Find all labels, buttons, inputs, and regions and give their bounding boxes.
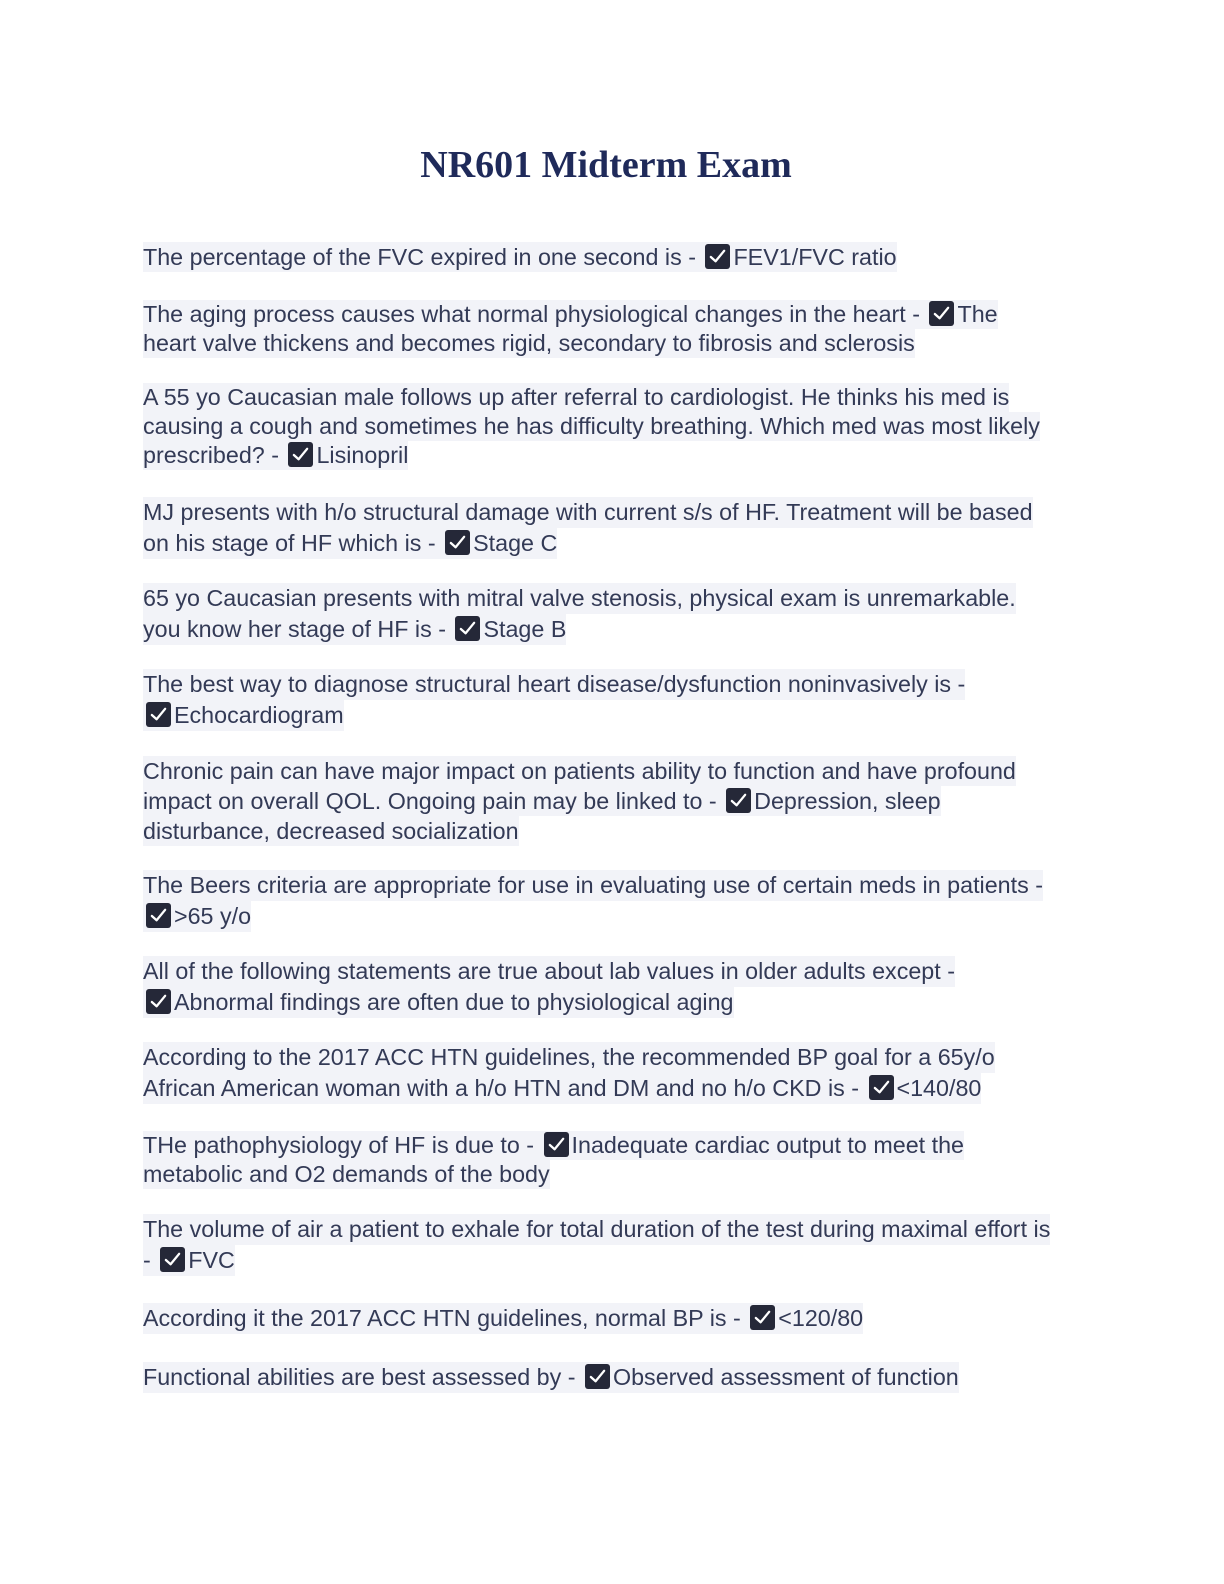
qa-line — [143, 528, 557, 559]
answer-text: Depression, sleep — [754, 788, 941, 814]
qa-item — [143, 756, 1078, 846]
question-text: African American woman with a h/o HTN and DM and no h/o CKD is - — [143, 1075, 866, 1101]
qa-item — [143, 956, 1078, 1018]
qa-item — [143, 1042, 1078, 1104]
check-mark-icon — [288, 442, 313, 467]
answer-text: Lisinopril — [316, 442, 409, 468]
qa-line — [143, 901, 251, 932]
check-mark-icon — [929, 301, 954, 326]
check-mark-icon — [705, 244, 730, 269]
qa-item — [143, 383, 1078, 470]
answer-text: Observed assessment of function — [612, 1364, 959, 1390]
answer-text: FEV1/FVC ratio — [733, 244, 897, 270]
answer-text: >65 y/o — [174, 903, 252, 929]
qa-line — [143, 300, 998, 329]
check-mark-icon — [160, 1247, 185, 1272]
question-text: According it the 2017 ACC HTN guidelines, normal BP is - — [143, 1305, 748, 1331]
qa-line: causing a cough and sometimes he has difficulty breathing. Which med was most likely — [143, 413, 1040, 439]
question-text: THe pathophysiology of HF is due to - — [143, 1132, 541, 1158]
qa-line — [143, 1245, 235, 1276]
answer-text: <140/80 — [896, 1075, 982, 1101]
qa-item — [143, 1214, 1078, 1276]
check-mark-icon — [455, 616, 480, 641]
check-mark-icon — [750, 1305, 775, 1330]
qa-line: metabolic and O2 demands of the body — [143, 1161, 550, 1187]
qa-item — [143, 1131, 1078, 1189]
question-text: - — [143, 1247, 158, 1273]
qa-line: According to the 2017 ACC HTN guidelines, the recommended BP goal for a 65y/o — [143, 1042, 995, 1073]
qa-line: disturbance, decreased socialization — [143, 818, 519, 844]
qa-line — [143, 1073, 981, 1104]
answer-text: Stage C — [473, 530, 558, 556]
check-mark-icon — [445, 530, 470, 555]
qa-item — [143, 300, 1078, 358]
qa-line — [143, 1131, 964, 1160]
answer-text: Stage B — [483, 616, 567, 642]
question-text: Functional abilities are best assessed by - — [143, 1364, 582, 1390]
qa-line: MJ presents with h/o structural damage with current s/s of HF. Treatment will be based — [143, 497, 1033, 528]
qa-item — [143, 583, 1078, 645]
qa-line: heart valve thickens and becomes rigid, secondary to fibrosis and sclerosis — [143, 330, 915, 356]
question-text: The percentage of the FVC expired in one second is - — [143, 244, 703, 270]
qa-line: All of the following statements are true about lab values in older adults except - — [143, 956, 955, 987]
qa-line: 65 yo Caucasian presents with mitral valve stenosis, physical exam is unremarkable. — [143, 583, 1016, 614]
answer-text: Inadequate cardiac output to meet the — [571, 1132, 964, 1158]
qa-item — [143, 242, 1078, 272]
question-text: The aging process causes what normal physiological changes in the heart - — [143, 301, 927, 327]
check-mark-icon — [869, 1075, 894, 1100]
question-text: on his stage of HF which is - — [143, 530, 443, 556]
qa-line — [143, 987, 734, 1018]
qa-item — [143, 1362, 1078, 1393]
qa-line: Chronic pain can have major impact on patients ability to function and have profound — [143, 758, 1016, 784]
question-text: you know her stage of HF is - — [143, 616, 453, 642]
qa-line — [143, 1362, 959, 1393]
qa-line: A 55 yo Caucasian male follows up after referral to cardiologist. He thinks his med is — [143, 384, 1010, 410]
answer-text: <120/80 — [778, 1305, 864, 1331]
qa-item — [143, 870, 1078, 932]
qa-line — [143, 1303, 863, 1334]
check-mark-icon — [544, 1132, 569, 1157]
qa-line — [143, 242, 897, 272]
answer-text: The — [957, 301, 998, 327]
check-mark-icon — [146, 702, 171, 727]
qa-item — [143, 497, 1078, 559]
question-text: impact on overall QOL. Ongoing pain may be linked to - — [143, 788, 724, 814]
qa-line — [143, 441, 408, 470]
check-mark-icon — [585, 1364, 610, 1389]
question-text: prescribed? - — [143, 442, 286, 468]
answer-text: Echocardiogram — [174, 702, 344, 728]
qa-item — [143, 1303, 1078, 1334]
page-title: NR601 Midterm Exam — [420, 144, 792, 186]
qa-line: The volume of air a patient to exhale for total duration of the test during maximal effort is — [143, 1214, 1050, 1245]
answer-text: FVC — [188, 1247, 235, 1273]
qa-line: The best way to diagnose structural heart disease/dysfunction noninvasively is - — [143, 669, 965, 700]
qa-line — [143, 786, 941, 816]
check-mark-icon — [146, 903, 171, 928]
qa-line — [143, 614, 566, 645]
check-mark-icon — [726, 788, 751, 813]
qa-line: The Beers criteria are appropriate for use in evaluating use of certain meds in patients - — [143, 870, 1043, 901]
qa-item — [143, 669, 1078, 731]
qa-line — [143, 700, 344, 731]
check-mark-icon — [146, 989, 171, 1014]
answer-text: Abnormal findings are often due to physiological aging — [174, 989, 734, 1015]
